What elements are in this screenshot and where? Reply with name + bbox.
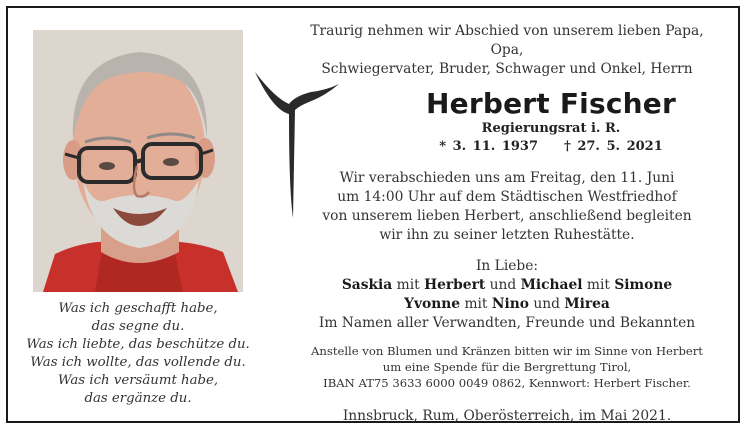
deceased-title: Regierungsrat i. R. bbox=[481, 121, 621, 136]
poem-line: das ergänze du. bbox=[84, 391, 192, 406]
family-member: Mirea bbox=[564, 296, 610, 312]
poem-line: das segne du. bbox=[91, 319, 185, 334]
intro-line: Schwiegervater, Bruder, Schwager und Onkel, Herrn bbox=[321, 61, 693, 77]
family-line-1 bbox=[296, 276, 718, 295]
family-member: Saskia bbox=[341, 277, 393, 293]
death-date: † 27. 5. 2021 bbox=[564, 139, 663, 154]
family-member: Simone bbox=[614, 277, 673, 293]
in-love-heading: In Liebe: bbox=[475, 258, 539, 274]
family-member: Michael bbox=[520, 277, 583, 293]
portrait-illustration bbox=[33, 30, 243, 292]
connector: mit bbox=[396, 277, 420, 293]
life-dates bbox=[296, 137, 718, 157]
connector: mit bbox=[464, 296, 488, 312]
poem bbox=[22, 300, 254, 408]
family-line-2 bbox=[296, 295, 718, 314]
donation-request bbox=[296, 343, 718, 391]
deceased-name: Herbert Fischer bbox=[426, 87, 676, 120]
donation-line: Anstelle von Blumen und Kränzen bitten wir im Sinne von Herbert bbox=[311, 344, 703, 358]
connector: und bbox=[489, 277, 517, 293]
funeral-line: Wir verabschieden uns am Freitag, den 11. Juni bbox=[339, 170, 675, 186]
poem-line: Was ich geschafft habe, bbox=[58, 301, 218, 316]
portrait-photo bbox=[33, 30, 243, 292]
funeral-line: wir ihn zu seiner letzten Ruhestätte. bbox=[379, 227, 635, 243]
place-date: Innsbruck, Rum, Oberösterreich, im Mai 2021. bbox=[342, 408, 672, 424]
donation-line: IBAN AT75 3633 6000 0049 0862, Kennwort: Herbert Fischer. bbox=[323, 376, 691, 390]
donation-line: um eine Spende für die Bergrettung Tirol, bbox=[382, 360, 632, 374]
connector: und bbox=[533, 296, 560, 312]
birth-date: * 3. 11. 1937 bbox=[439, 139, 538, 154]
poem-line: Was ich liebte, das beschütze du. bbox=[26, 337, 250, 352]
connector: mit bbox=[586, 277, 610, 293]
family-member: Herbert bbox=[424, 277, 486, 293]
funeral-line: von unserem lieben Herbert, anschließend begleiten bbox=[322, 208, 692, 224]
funeral-info bbox=[296, 169, 718, 245]
intro-line: Traurig nehmen wir Abschied von unserem lieben Papa, Opa, bbox=[310, 23, 704, 58]
relatives-line: Im Namen aller Verwandten, Freunde und Bekannten bbox=[318, 315, 696, 331]
family-member: Nino bbox=[491, 296, 529, 312]
intro-text bbox=[296, 22, 718, 79]
poem-line: Was ich versäumt habe, bbox=[57, 373, 219, 388]
family-member: Yvonne bbox=[404, 296, 461, 312]
announcement-text bbox=[296, 22, 718, 426]
funeral-line: um 14:00 Uhr auf dem Städtischen Westfriedhof bbox=[337, 189, 677, 205]
poem-line: Was ich wollte, das vollende du. bbox=[30, 355, 246, 370]
